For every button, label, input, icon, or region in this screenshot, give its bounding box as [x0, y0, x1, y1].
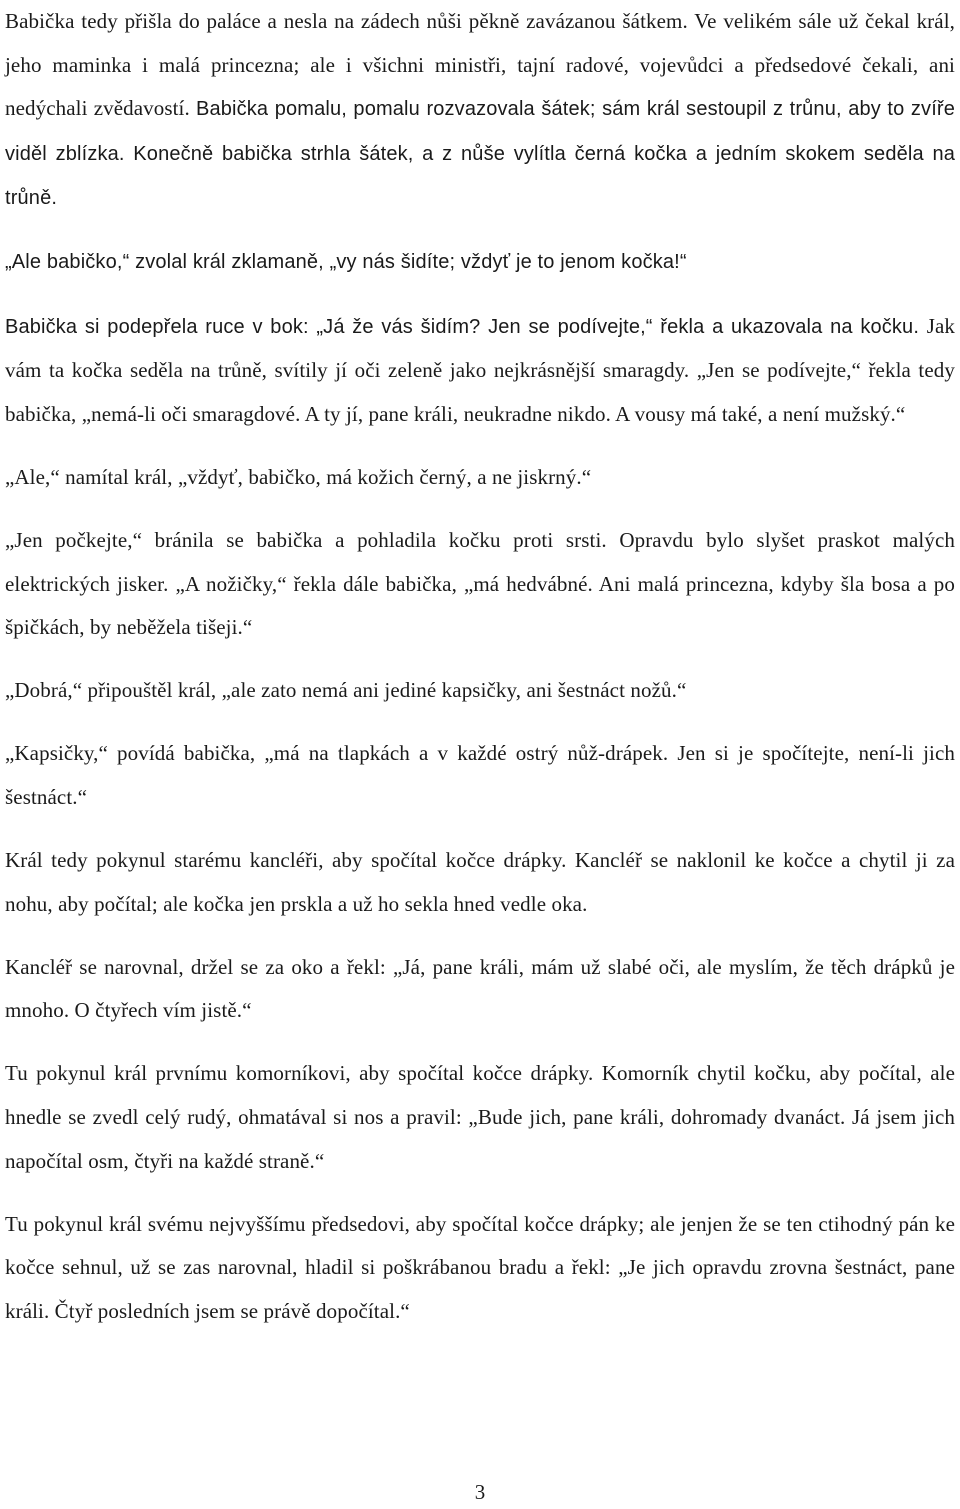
- paragraph-sparks: [5, 519, 955, 650]
- paragraph-text: Babička tedy přišla do paláce a nesla na zádech nůši pěkně zavázanou šátkem. Ve velikém sále už čekal král, jeho maminka i malá princezna; ale i všichni ministři, tajní radové, vojevůdci a předsedové čekali, ani nedýchali zvědavostí.: [5, 9, 955, 121]
- paragraph-text: „Dobrá,“ připouštěl král, „ale zato nemá ani jediné kapsičky, ani šestnáct nožů.“: [5, 678, 687, 703]
- paragraph-chief-judge: [5, 1203, 955, 1334]
- paragraph-chancellor-count: [5, 946, 955, 1033]
- paragraph-chancellor: [5, 839, 955, 926]
- paragraph-no-pockets: [5, 669, 955, 713]
- paragraph-text: Kancléř se narovnal, držel se za oko a řekl: „Já, pane králi, mám už slabé oči, ale myslím, že těch drápků je mnoho. O čtyřech vím jistě.“: [5, 954, 955, 1023]
- document-page: [5, 0, 955, 1333]
- paragraph-text: Tu pokynul král svému nejvyššímu předsedovi, aby spočítal kočce drápky; ale jenjen že se ten ctihodný pán ke kočce sehnul, už se zas narovnal, hladil si poškrábanou bradu a řekl: „Je jich opravdu zrovna šestnáct, pane králi. Čtyř posledních jsem se právě dopočítal.“: [5, 1211, 955, 1323]
- paragraph-text: „Ale babičko,“ zvolal král zklamaně, „vy nás šidíte; vždyť je to jenom kočka!“: [5, 251, 687, 274]
- paragraph-text: Tu pokynul král prvnímu komorníkovi, aby spočítal kočce drápky. Komorník chytil kočku, aby počítal, ale hnedle se zvedl celý rudý, ohmatával si nos a pravil: „Bude jich, pane králi, dohromady dvanáct. Já jsem jich napočítal osm, čtyři na každé straně.“: [5, 1061, 955, 1173]
- paragraph-claw-pockets: [5, 732, 955, 819]
- paragraph-text: „Ale,“ namítal král, „vždyť, babičko, má kožich černý, a ne jiskrný.“: [5, 464, 592, 489]
- paragraph-text: Babička si podepřela ruce v bok: „Já že vás šidím? Jen se podívejte,“ řekla a ukazovala na kočku.: [5, 315, 927, 338]
- paragraph-king-disappointed: [5, 240, 955, 285]
- paragraph-text: Jak vám ta kočka seděla na trůně, svítily jí oči zeleně jako nejkrásnější smaragdy. „Jen se podívejte,“ řekla tedy babička, „nemá-li oči smaragdové. A ty jí, pane králi, neukradne nikdo. A vousy má také, a není mužský.“: [5, 313, 955, 426]
- paragraph-chamberlain: [5, 1052, 955, 1183]
- paragraph-arrival: [5, 0, 955, 221]
- paragraph-text: Král tedy pokynul starému kancléři, aby spočítal kočce drápky. Kancléř se naklonil ke kočce a chytil ji za nohu, aby počítal; ale kočka jen prskla a už ho sekla hned vedle oka.: [5, 848, 955, 916]
- paragraph-emerald-eyes: [5, 305, 955, 437]
- paragraph-black-fur: [5, 456, 955, 500]
- page-number: 3: [474, 1480, 486, 1504]
- paragraph-text: „Jen počkejte,“ bránila se babička a pohladila kočku proti srsti. Opravdu bylo slyšet praskot malých elektrických jisker. „A nožičky,“ řekla dále babička, „má hedvábné. Ani malá princezna, kdyby šla bosa a po špičkách, by neběžela tišeji.“: [5, 527, 955, 640]
- paragraph-text: „Kapsičky,“ povídá babička, „má na tlapkách a v každé ostrý nůž-drápek. Jen si je spočítejte, není-li jich šestnáct.“: [5, 741, 955, 809]
- paragraph-text: Babička pomalu, pomalu rozvazovala šátek; sám král sestoupil z trůnu, aby to zvíře viděl zblízka. Konečně babička strhla šátek, a z nůše vylítla černá kočka a jedním skokem seděla na trůně.: [5, 98, 955, 210]
